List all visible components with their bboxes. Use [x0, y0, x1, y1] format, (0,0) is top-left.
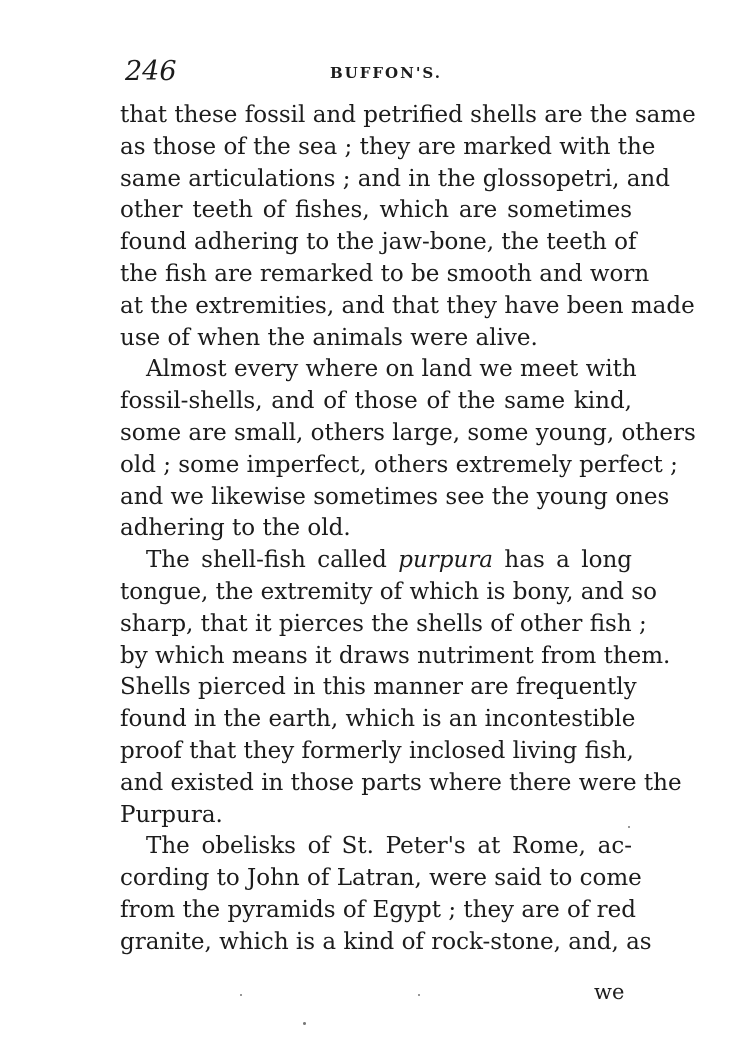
- text-line: that these fossil and petrified shells are the same: [120, 102, 696, 128]
- text-line: from the pyramids of Egypt ; they are of red: [120, 896, 636, 923]
- page-header: [120, 56, 450, 96]
- text-line: Almost every where on land we meet with: [146, 356, 637, 383]
- text-line: tongue, the extremity of which is bony, and so: [120, 578, 657, 605]
- text-fragment: has a long: [493, 547, 632, 574]
- text-line: and we likewise sometimes see the young ones: [120, 483, 670, 510]
- text-line: use of when the animals were alive.: [120, 324, 538, 351]
- running-head: BUFFON'S.: [330, 64, 442, 82]
- catchword: we: [594, 980, 625, 1004]
- text-line: found in the earth, which is an incontestible: [120, 706, 636, 733]
- text-line: other teeth of fishes, which are sometimes: [120, 197, 632, 224]
- body-text: [120, 100, 696, 959]
- text-line: the fish are remarked to be smooth and worn: [120, 260, 650, 287]
- text-line: The obelisks of St. Peter's at Rome, ac-: [146, 833, 632, 860]
- text-line: by which means it draws nutriment from them.: [120, 642, 671, 669]
- print-speck: [628, 826, 630, 828]
- text-line: proof that they formerly inclosed living fish,: [120, 737, 634, 764]
- text-fragment: The shell-fish called: [146, 547, 399, 574]
- text-line: fossil-shells, and of those of the same kind,: [120, 388, 632, 415]
- text-line: at the extremities, and that they have been made: [120, 292, 695, 319]
- text-line: Purpura.: [120, 801, 223, 828]
- text-line: as those of the sea ; they are marked with the: [120, 133, 656, 160]
- print-speck: [418, 994, 420, 996]
- text-line: cording to John of Latran, were said to come: [120, 865, 642, 892]
- text-line: granite, which is a kind of rock-stone, and, as: [120, 928, 652, 955]
- text-line: sharp, that it pierces the shells of other fish ;: [120, 610, 647, 637]
- page-number: 246: [125, 56, 177, 87]
- text-line: old ; some imperfect, others extremely perfect ;: [120, 451, 678, 478]
- print-speck: [303, 1022, 306, 1025]
- text-line: and existed in those parts where there were the: [120, 769, 682, 796]
- italic-term: purpura: [398, 547, 494, 574]
- text-line: some are small, others large, some young, others: [120, 419, 696, 446]
- print-speck: [240, 994, 242, 996]
- text-line: same articulations ; and in the glossopetri, and: [120, 165, 670, 192]
- text-line-with-italic: [120, 545, 632, 577]
- text-line: adhering to the old.: [120, 515, 351, 542]
- text-line: Shells pierced in this manner are frequently: [120, 674, 637, 701]
- text-line: found adhering to the jaw-bone, the teeth of: [120, 229, 637, 256]
